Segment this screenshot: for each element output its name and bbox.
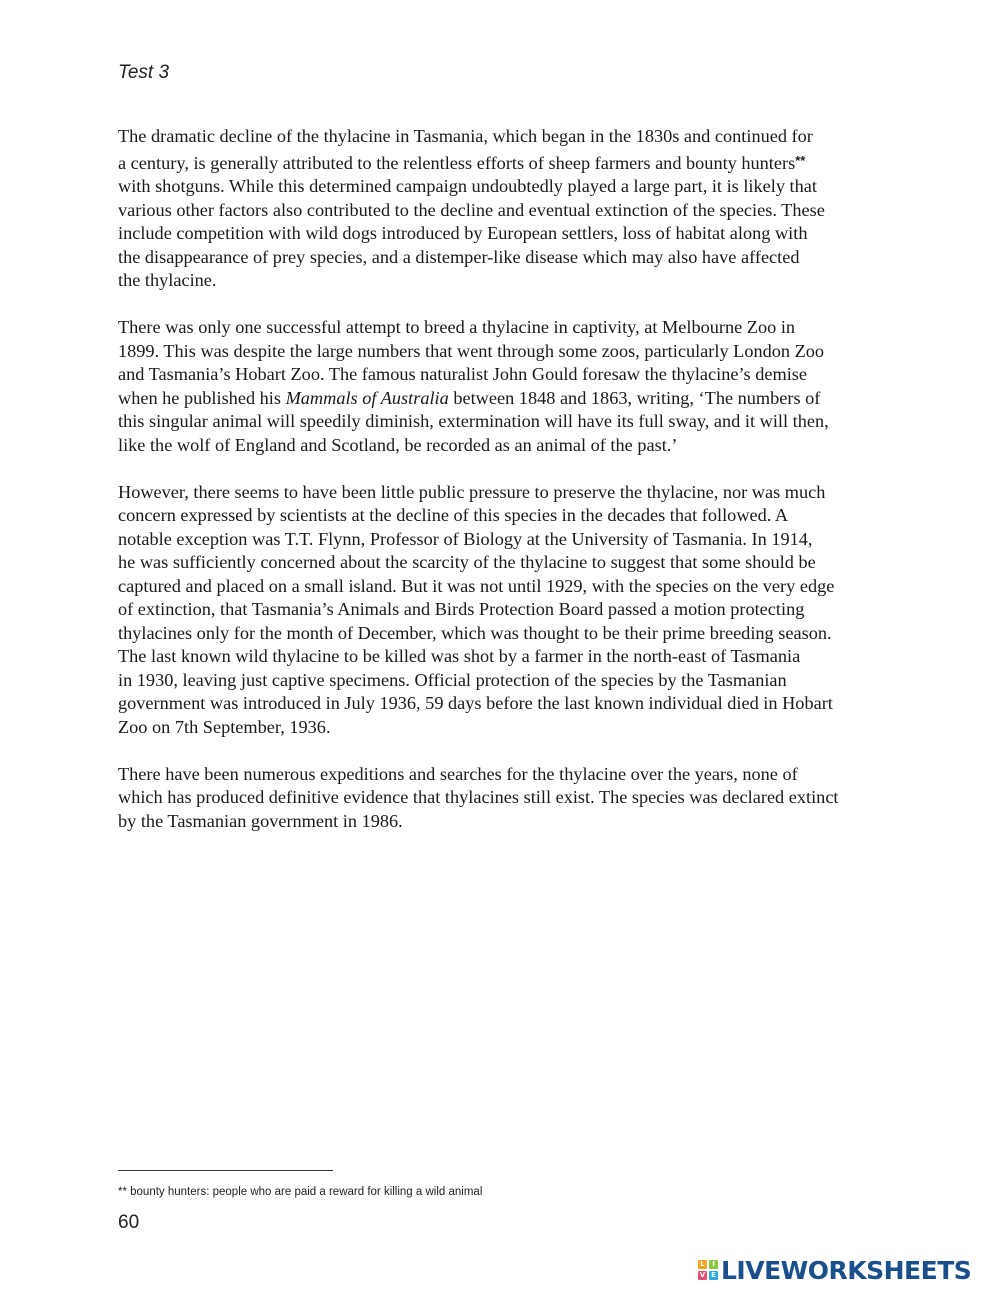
page-number: 60 xyxy=(118,1212,140,1233)
paragraph-4 xyxy=(118,763,903,834)
text-line: the thylacine. xyxy=(118,270,217,290)
logo-mark-tile: E xyxy=(709,1271,718,1280)
test-header: Test 3 xyxy=(118,62,170,83)
text-line: he was sufficiently concerned about the scarcity of the thylacine to suggest that some should be xyxy=(118,552,816,572)
text-line: Zoo on 7th September, 1936. xyxy=(118,716,331,737)
text-line: the disappearance of prey species, and a distemper-like disease which may also have affected xyxy=(118,246,800,267)
text-line: There have been numerous expeditions and searches for the thylacine over the years, none of xyxy=(118,763,798,784)
paragraph-3 xyxy=(118,481,903,740)
text-line: The last known wild thylacine to be killed was shot by a farmer in the north-east of Tasmania xyxy=(118,646,801,666)
text-line: in 1930, leaving just captive specimens. Official protection of the species by the Tasmanian xyxy=(118,669,787,690)
text-line: 1899. This was despite the large numbers that went through some zoos, particularly London Zoo xyxy=(118,340,825,361)
paragraph-1 xyxy=(118,125,903,293)
footnote: ** bounty hunters: people who are paid a reward for killing a wild animal xyxy=(118,1186,483,1198)
text-line: and Tasmania’s Hobart Zoo. The famous naturalist John Gould foresaw the thylacine’s demise xyxy=(118,364,808,384)
text-line: this singular animal will speedily diminish, extermination will have its full sway, and it will then, xyxy=(118,411,829,431)
text-line: a century, is generally attributed to the relentless efforts of sheep farmers and bounty hunters** xyxy=(118,152,806,173)
footnote-divider xyxy=(118,1170,333,1171)
text-line: There was only one successful attempt to breed a thylacine in captivity, at Melbourne Zoo in xyxy=(118,317,796,337)
text-line: of extinction, that Tasmania’s Animals and Birds Protection Board passed a motion protecting xyxy=(118,599,805,619)
text-line: by the Tasmanian government in 1986. xyxy=(118,810,403,831)
text-line: notable exception was T.T. Flynn, Professor of Biology at the University of Tasmania. In 1914, xyxy=(118,528,813,549)
footnote-marker: ** xyxy=(795,152,806,168)
text-line: which has produced definitive evidence that thylacines still exist. The species was declared extinct xyxy=(118,787,839,807)
logo-mark-tile: L xyxy=(698,1260,707,1269)
text-line: The dramatic decline of the thylacine in Tasmania, which began in the 1830s and continued for xyxy=(118,126,813,146)
article-body xyxy=(118,125,903,857)
logo-mark-tile: V xyxy=(699,1271,706,1279)
logo-text: LIVEWORKSHEETS xyxy=(721,1255,972,1285)
text-line: various other factors also contributed to the decline and eventual extinction of the species. These xyxy=(118,199,825,220)
text-line: include competition with wild dogs introduced by European settlers, loss of habitat along with xyxy=(118,223,808,243)
text-line: like the wolf of England and Scotland, be recorded as an animal of the past.’ xyxy=(118,434,678,455)
text-line: thylacines only for the month of December, which was thought to be their prime breeding season. xyxy=(118,622,832,643)
text-line: concern expressed by scientists at the decline of this species in the decades that followed. A xyxy=(118,505,789,525)
liveworksheets-logo[interactable] xyxy=(698,1255,971,1285)
text-line: captured and placed on a small island. But it was not until 1929, with the species on the very edge xyxy=(118,575,835,596)
logo-mark-icon xyxy=(698,1260,718,1280)
text-line: However, there seems to have been little public pressure to preserve the thylacine, nor was much xyxy=(118,481,826,502)
paragraph-2 xyxy=(118,316,903,457)
text-line: government was introduced in July 1936, 59 days before the last known individual died in Hobart xyxy=(118,693,833,713)
text-line: with shotguns. While this determined campaign undoubtedly played a large part, it is likely that xyxy=(118,176,817,196)
text-line: when he published his Mammals of Australia between 1848 and 1863, writing, ‘The numbers of xyxy=(118,387,821,408)
logo-mark-tile: I xyxy=(709,1260,718,1269)
book-title: Mammals of Australia xyxy=(285,387,449,408)
